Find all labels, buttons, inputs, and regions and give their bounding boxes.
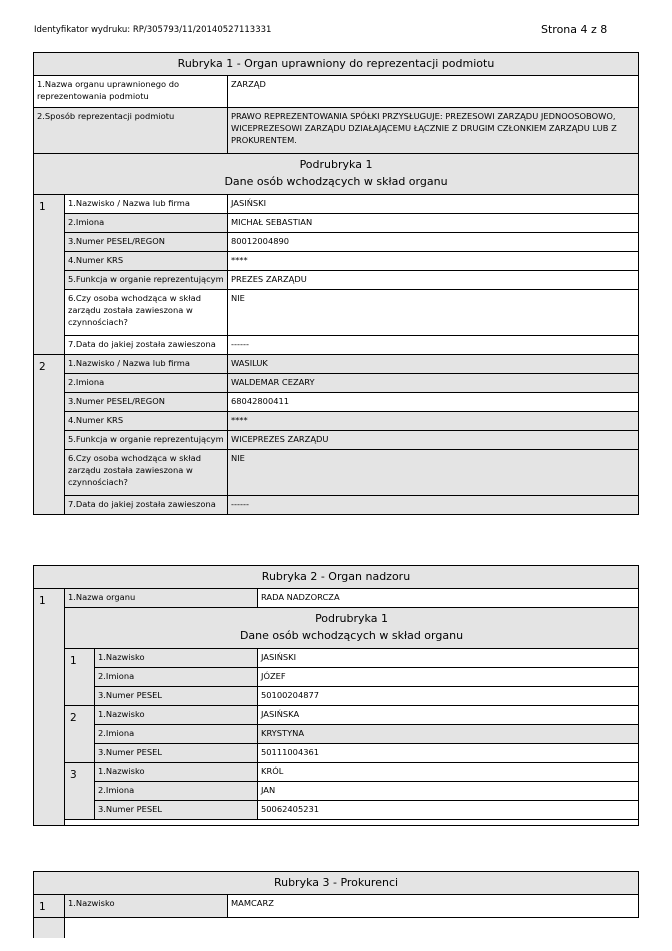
field-label: 3.Numer PESEL	[95, 801, 258, 820]
continuation-cell	[34, 918, 65, 938]
field-value: 50100204877	[258, 687, 639, 706]
field-label: 1.Nazwisko	[65, 895, 228, 918]
field-label: 1.Nazwisko	[95, 763, 258, 782]
organ-value: RADA NADZORCZA	[258, 589, 639, 608]
rubryka-1-title: Rubryka 1 - Organ uprawniony do reprezentacji podmiotu	[34, 53, 639, 76]
field-value: WALDEMAR CEZARY	[228, 374, 639, 393]
podrubryka-subtitle: Dane osób wchodzących w skład organu	[239, 629, 464, 643]
rubryka-2-table	[33, 565, 639, 826]
field-value: JASIŃSKA	[258, 706, 639, 725]
field-value: 50111004361	[258, 744, 639, 763]
field-value: 80012004890	[228, 233, 639, 252]
rubryka-2-title: Rubryka 2 - Organ nadzoru	[34, 566, 639, 589]
organ-name-label: 1.Nazwa organu uprawnionego do reprezentowania podmiotu	[34, 76, 228, 108]
rubryka-3-title: Rubryka 3 - Prokurenci	[34, 872, 639, 895]
field-label: 6.Czy osoba wchodząca w skład zarządu została zawieszona w czynnościach?	[65, 450, 228, 496]
field-label: 1.Nazwisko	[95, 649, 258, 668]
field-label: 3.Numer PESEL/REGON	[65, 393, 228, 412]
field-label: 2.Imiona	[95, 725, 258, 744]
field-label: 2.Imiona	[65, 374, 228, 393]
continuation-space	[65, 918, 639, 938]
representation-value: PRAWO REPREZENTOWANIA SPÓŁKI PRZYSŁUGUJE: PREZESOWI ZARZĄDU JEDNOOSOBOWO, WICEPREZESOWI ZARZĄDU DZIAŁAJĄCEMU ŁĄCZNIE Z DRUGIM CZŁONKIEM ZARZĄDU LUB Z PROKURENTEM.	[228, 108, 639, 154]
member-number: 3	[65, 763, 95, 820]
field-label: 2.Imiona	[95, 782, 258, 801]
prokurent-number: 1	[34, 895, 65, 918]
field-label: 3.Numer PESEL/REGON	[65, 233, 228, 252]
field-value: 68042800411	[228, 393, 639, 412]
organ-name-value: ZARZĄD	[228, 76, 639, 108]
field-value: JÓZEF	[258, 668, 639, 687]
podrubryka-title: Podrubryka 1	[299, 158, 373, 171]
podrubryka-subtitle: Dane osób wchodzących w skład organu	[224, 175, 448, 189]
organ-number: 1	[34, 589, 65, 826]
rubryka-1-table	[33, 52, 639, 515]
representation-label: 2.Sposób reprezentacji podmiotu	[34, 108, 228, 154]
field-label: 4.Numer KRS	[65, 252, 228, 271]
field-label: 6.Czy osoba wchodząca w skład zarządu została zawieszona w czynnościach?	[65, 290, 228, 336]
field-label: 7.Data do jakiej została zawieszona	[65, 496, 228, 515]
field-value: JASIŃSKI	[258, 649, 639, 668]
field-label: 1.Nazwisko	[95, 706, 258, 725]
field-value: PREZES ZARZĄDU	[228, 271, 639, 290]
field-value: MAMCARZ	[228, 895, 639, 918]
person-number: 1	[34, 195, 65, 355]
page-number: Strona 4 z 8	[541, 23, 608, 36]
field-label: 5.Funkcja w organie reprezentującym	[65, 431, 228, 450]
field-label: 2.Imiona	[65, 214, 228, 233]
field-value: ------	[228, 336, 639, 355]
field-label: 1.Nazwisko / Nazwa lub firma	[65, 195, 228, 214]
field-value: 50062405231	[258, 801, 639, 820]
field-value: ****	[228, 412, 639, 431]
field-value: NIE	[228, 450, 639, 496]
member-number: 1	[65, 649, 95, 706]
field-value: MICHAŁ SEBASTIAN	[228, 214, 639, 233]
field-value: ****	[228, 252, 639, 271]
field-value: JASIŃSKI	[228, 195, 639, 214]
field-value: KRÓL	[258, 763, 639, 782]
field-value: ------	[228, 496, 639, 515]
field-label: 2.Imiona	[95, 668, 258, 687]
field-label: 5.Funkcja w organie reprezentującym	[65, 271, 228, 290]
member-number: 2	[65, 706, 95, 763]
podrubryka-1-header	[34, 154, 639, 195]
field-value: JAN	[258, 782, 639, 801]
person-number: 2	[34, 355, 65, 515]
field-label: 3.Numer PESEL	[95, 744, 258, 763]
spacer	[65, 820, 639, 826]
field-label: 1.Nazwisko / Nazwa lub firma	[65, 355, 228, 374]
rubryka-3-table	[33, 871, 639, 938]
field-value: WICEPREZES ZARZĄDU	[228, 431, 639, 450]
field-label: 4.Numer KRS	[65, 412, 228, 431]
print-identifier: Identyfikator wydruku: RP/305793/11/20140527113331	[34, 25, 272, 35]
field-value: NIE	[228, 290, 639, 336]
field-value: KRYSTYNA	[258, 725, 639, 744]
organ-label: 1.Nazwa organu	[65, 589, 258, 608]
podrubryka-1-header	[65, 608, 639, 649]
field-label: 3.Numer PESEL	[95, 687, 258, 706]
field-label: 7.Data do jakiej została zawieszona	[65, 336, 228, 355]
podrubryka-title: Podrubryka 1	[315, 612, 388, 625]
field-value: WASILUK	[228, 355, 639, 374]
